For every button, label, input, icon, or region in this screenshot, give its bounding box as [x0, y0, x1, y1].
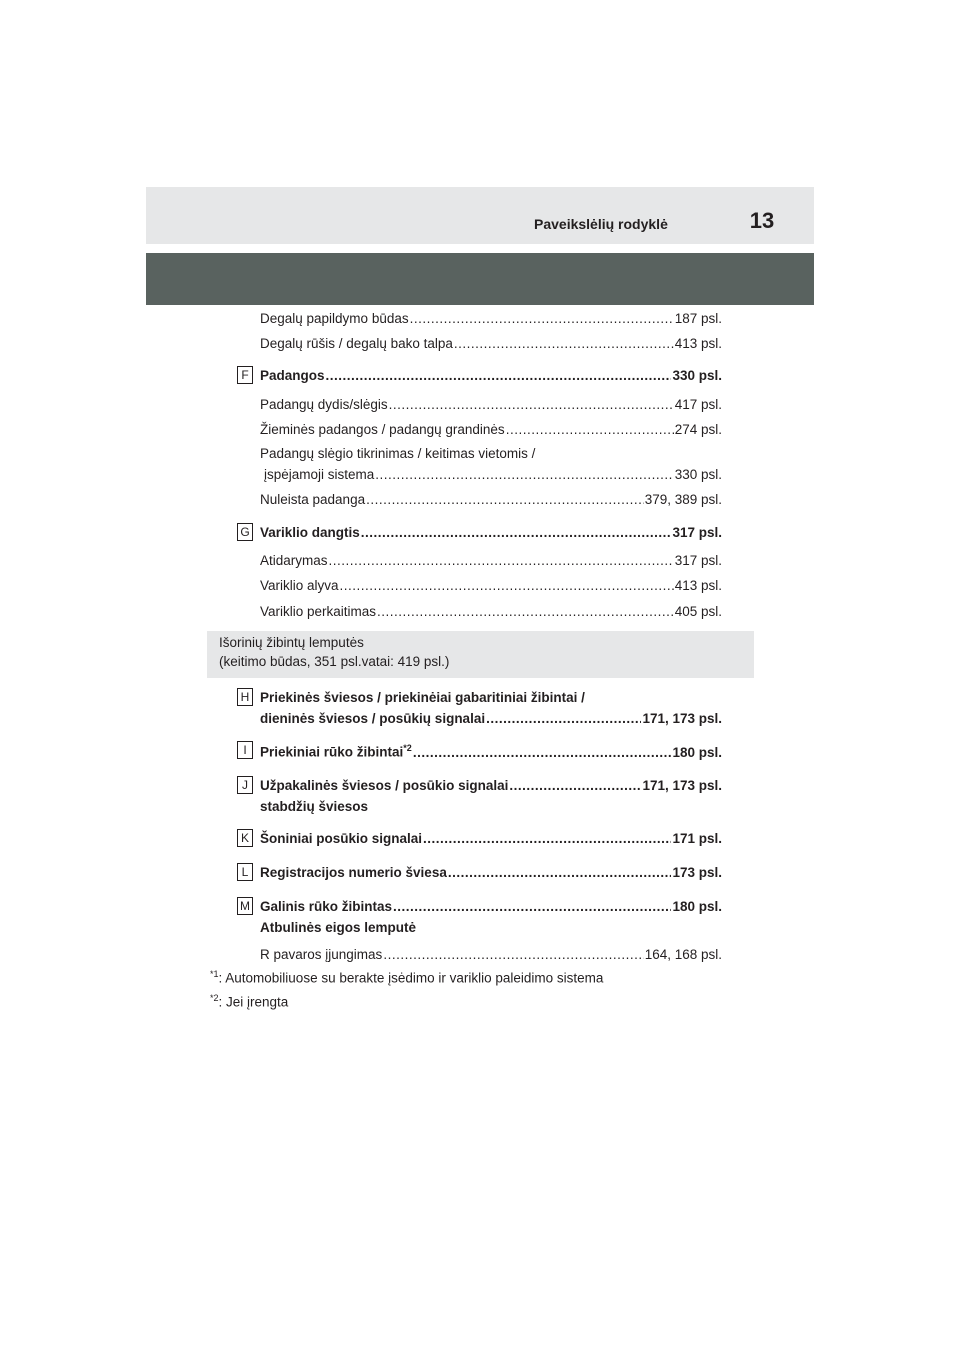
letter-badge-k: K	[237, 829, 253, 847]
index-entry-line: Padangų slėgio tikrinimas / keitimas vietomis /	[260, 446, 536, 461]
index-entry: Nuleista padanga ..... 379, 389 psl.	[260, 492, 722, 508]
index-heading-line: Atbulinės eigos lemputė	[260, 920, 417, 935]
header-dark-band	[146, 253, 814, 305]
letter-badge-m: M	[237, 897, 253, 915]
index-entry: R pavaros įjungimas ..... 164, 168 psl.	[260, 947, 722, 963]
index-entry: Variklio alyva ..... 413 psl.	[260, 578, 722, 594]
index-entry: Degalų rūšis / degalų bako talpa ..... 413 psl.	[260, 336, 722, 352]
index-entry: Padangų dydis/slėgis ..... 417 psl.	[260, 397, 722, 413]
letter-badge-f: F	[237, 366, 253, 384]
letter-badge-i: I	[237, 741, 253, 759]
footnote-1: $^{*1}$: Automobiliuose su berakte įsėdimo ir variklio paleidimo sistema	[210, 969, 604, 986]
letter-badge-j: J	[237, 776, 253, 794]
page-number: 13	[749, 208, 775, 233]
index-heading-line: Priekinės šviesos / priekinėiai gabaritiniai žibintai /	[260, 690, 585, 705]
index-entry: Atidarymas ..... 317 psl.	[260, 553, 722, 569]
index-entry: Žieminės padangos / padangų grandinės ..... 274 psl.	[260, 422, 722, 438]
index-heading: Registracijos numerio šviesa ..... 173 psl.	[260, 865, 722, 881]
letter-badge-l: L	[237, 863, 253, 881]
index-heading: Galinis rūko žibintas ..... 180 psl.	[260, 899, 722, 915]
index-heading: Šoniniai posūkio signalai ..... 171 psl.	[260, 831, 722, 847]
index-heading-line: stabdžių šviesos	[260, 799, 369, 814]
letter-badge-h: H	[237, 688, 253, 706]
section-box-title: Išorinių žibintų lemputės	[219, 635, 364, 650]
index-heading: dieninės šviesos / posūkių signalai ..... 171, 173 psl.	[260, 711, 722, 727]
header-bar	[146, 187, 814, 244]
index-heading: Padangos ..... 330 psl.	[260, 368, 722, 384]
section-box-subtitle: (keitimo būdas, 351 psl.vatai: 419 psl.)	[219, 654, 450, 669]
index-heading: Užpakalinės šviesos / posūkio signalai ..... 171, 173 psl.	[260, 778, 722, 794]
letter-badge-g: G	[237, 523, 253, 541]
index-entry: Degalų papildymo būdas ..... 187 psl.	[260, 311, 722, 327]
index-heading: Priekiniai rūko žibintai$^{*2}$ ..... 180 psl.	[260, 743, 722, 761]
index-entry: Variklio perkaitimas ..... 405 psl.	[260, 604, 722, 620]
section-title: Paveikslėlių rodyklė	[534, 216, 668, 232]
index-entry: įspėjamoji sistema ..... 330 psl.	[260, 467, 722, 483]
footnote-2: $^{*2}$: Jei įrengta	[210, 993, 289, 1010]
index-heading: Variklio dangtis ..... 317 psl.	[260, 525, 722, 541]
